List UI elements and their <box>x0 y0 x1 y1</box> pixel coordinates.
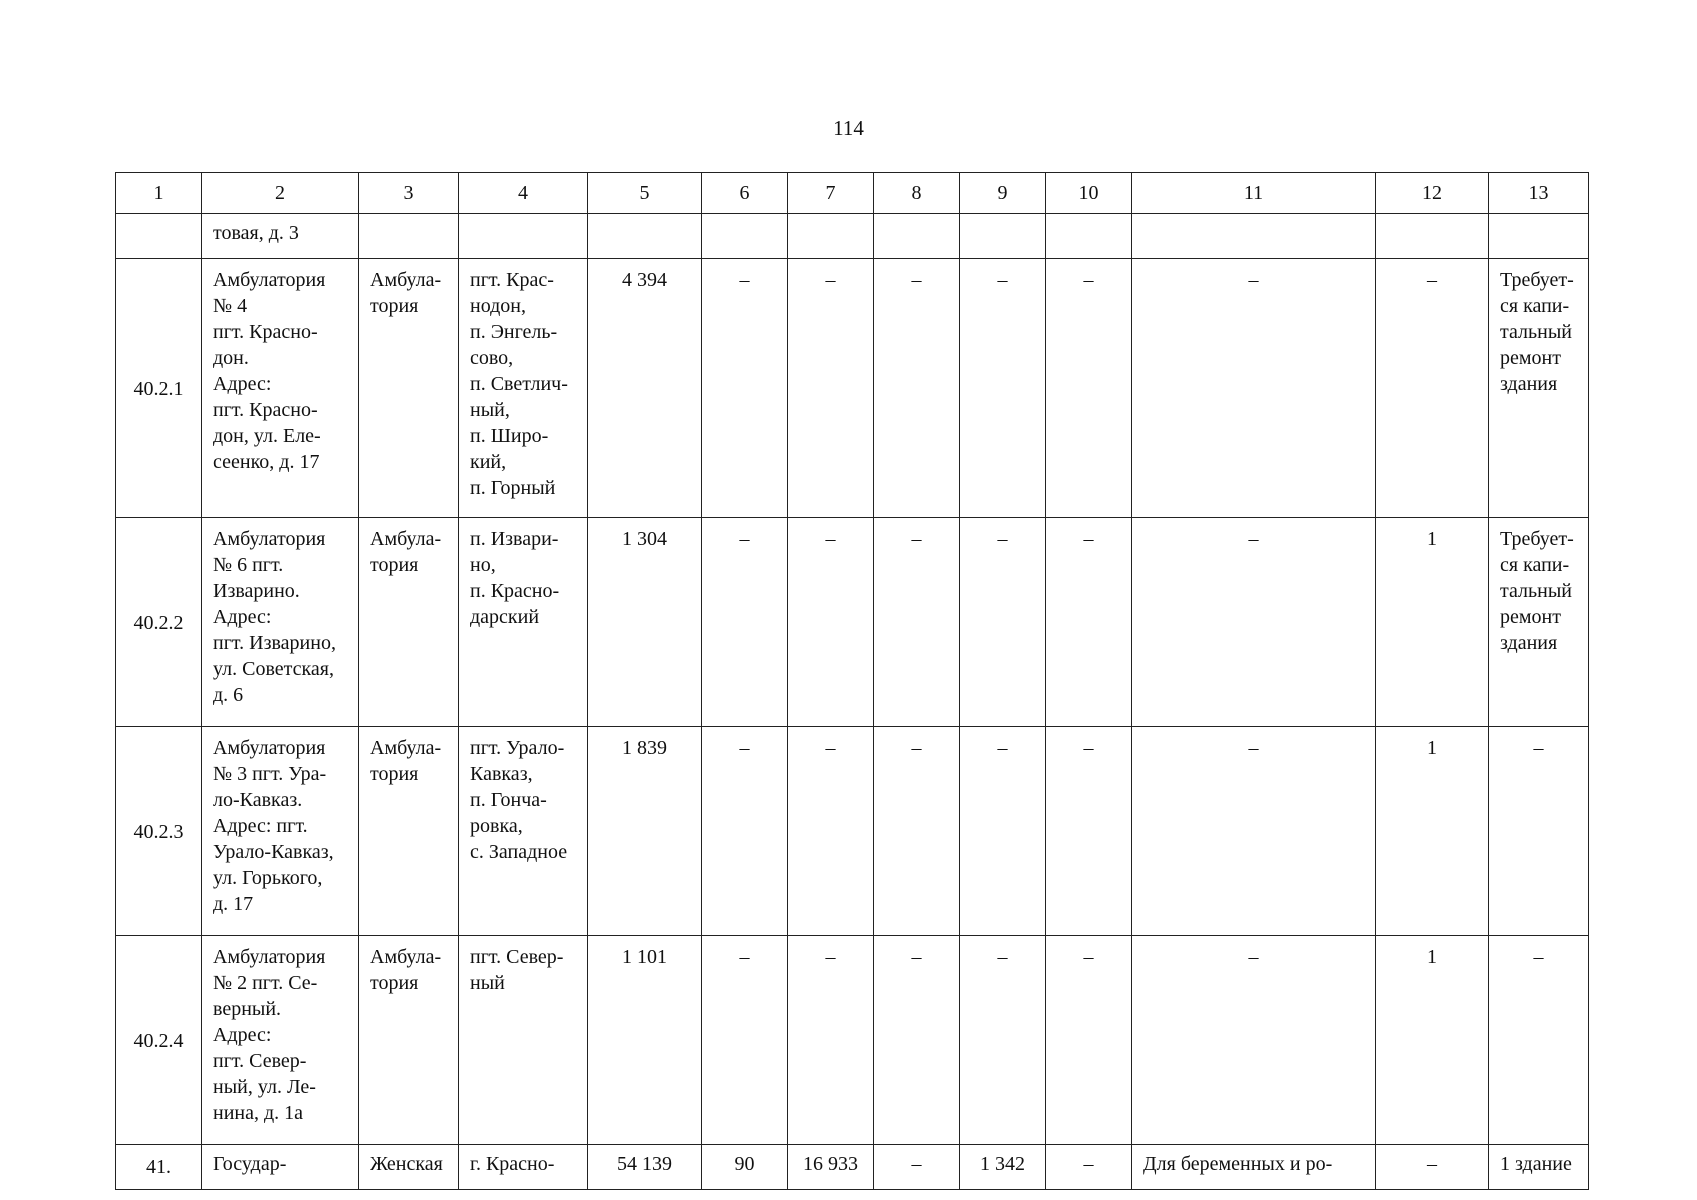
row-number-cell: 40.2.2 <box>116 518 202 727</box>
table-cell: пгт. Север- ный <box>459 936 588 1145</box>
table-row <box>116 518 1589 727</box>
table-cell: – <box>874 259 960 518</box>
table-cell: – <box>960 259 1046 518</box>
table-cell: 54 139 <box>588 1145 702 1190</box>
table-cell: – <box>874 518 960 727</box>
table-cell: – <box>788 259 874 518</box>
column-header: 4 <box>459 173 588 214</box>
table-cell: – <box>874 727 960 936</box>
table-cell: Амбула- тория <box>359 727 459 936</box>
table-cell <box>1376 214 1489 259</box>
table-cell <box>874 214 960 259</box>
table-cell: – <box>1376 259 1489 518</box>
row-number-cell <box>116 214 202 259</box>
table-cell <box>1046 214 1132 259</box>
table-cell: Амбулатория № 4 пгт. Красно- дон. Адрес: пгт. Красно- дон, ул. Еле- сеенко, д. 17 <box>202 259 359 518</box>
table-cell: 16 933 <box>788 1145 874 1190</box>
table-cell: – <box>960 518 1046 727</box>
column-header: 13 <box>1489 173 1589 214</box>
table-cell: 1 342 <box>960 1145 1046 1190</box>
table-cell: пгт. Урало- Кавказ, п. Гонча- ровка, с. Западное <box>459 727 588 936</box>
table-cell: – <box>788 518 874 727</box>
table-cell: 1 839 <box>588 727 702 936</box>
table-cell: Требует- ся капи- тальный ремонт здания <box>1489 259 1589 518</box>
table-cell: Амбулатория № 2 пгт. Се- верный. Адрес: пгт. Север- ный, ул. Ле- нина, д. 1а <box>202 936 359 1145</box>
table-cell <box>702 214 788 259</box>
table-cell: – <box>1046 936 1132 1145</box>
table-row <box>116 214 1589 259</box>
row-number-cell: 40.2.3 <box>116 727 202 936</box>
table-cell: – <box>702 936 788 1145</box>
table-cell: Амбула- тория <box>359 518 459 727</box>
table-cell: – <box>874 936 960 1145</box>
column-header: 9 <box>960 173 1046 214</box>
table-cell: – <box>1046 518 1132 727</box>
table-cell: 1 <box>1376 518 1489 727</box>
table-cell: 1 <box>1376 936 1489 1145</box>
table-cell: 1 здание <box>1489 1145 1589 1190</box>
table-cell: 1 101 <box>588 936 702 1145</box>
row-number-cell: 40.2.4 <box>116 936 202 1145</box>
table-cell: – <box>1046 727 1132 936</box>
table-cell: Амбулатория № 3 пгт. Ура- ло-Кавказ. Адрес: пгт. Урало-Кавказ, ул. Горького, д. 17 <box>202 727 359 936</box>
column-header: 11 <box>1132 173 1376 214</box>
page-number: 114 <box>833 116 864 140</box>
row-number-cell: 40.2.1 <box>116 259 202 518</box>
table-cell: п. Извари- но, п. Красно- дарский <box>459 518 588 727</box>
table-cell <box>359 214 459 259</box>
table-cell: Женская <box>359 1145 459 1190</box>
table-cell: – <box>1046 259 1132 518</box>
table-cell: – <box>1132 259 1376 518</box>
column-header: 2 <box>202 173 359 214</box>
table-row <box>116 727 1589 936</box>
table-cell <box>1489 214 1589 259</box>
table-cell: 1 304 <box>588 518 702 727</box>
table-cell: – <box>702 727 788 936</box>
table-cell: – <box>1489 727 1589 936</box>
table-cell: Для беременных и ро- <box>1132 1145 1376 1190</box>
column-header: 3 <box>359 173 459 214</box>
table-cell <box>1132 214 1376 259</box>
table-cell: 4 394 <box>588 259 702 518</box>
table-cell: пгт. Крас- нодон, п. Энгель- сово, п. Светлич- ный, п. Широ- кий, п. Горный <box>459 259 588 518</box>
table-cell: – <box>1132 518 1376 727</box>
table-row <box>116 1145 1589 1190</box>
column-header: 8 <box>874 173 960 214</box>
table-cell: Амбулатория № 6 пгт. Изварино. Адрес: пгт. Изварино, ул. Советская, д. 6 <box>202 518 359 727</box>
header-row <box>116 173 1589 214</box>
table-cell: – <box>874 1145 960 1190</box>
table-cell: – <box>1376 1145 1489 1190</box>
table-cell <box>459 214 588 259</box>
table-cell: – <box>1132 936 1376 1145</box>
column-header: 1 <box>116 173 202 214</box>
table-row <box>116 936 1589 1145</box>
table-cell: – <box>1489 936 1589 1145</box>
table-cell: 1 <box>1376 727 1489 936</box>
table-cell <box>960 214 1046 259</box>
table-cell: Государ- <box>202 1145 359 1190</box>
table-cell: – <box>788 936 874 1145</box>
table-cell: – <box>702 518 788 727</box>
table-cell: – <box>1132 727 1376 936</box>
table-cell: г. Красно- <box>459 1145 588 1190</box>
table-cell: товая, д. 3 <box>202 214 359 259</box>
table-cell <box>788 214 874 259</box>
table-cell: Требует- ся капи- тальный ремонт здания <box>1489 518 1589 727</box>
table-cell: 90 <box>702 1145 788 1190</box>
column-header: 7 <box>788 173 874 214</box>
table-cell: – <box>702 259 788 518</box>
table-cell <box>588 214 702 259</box>
column-header: 12 <box>1376 173 1489 214</box>
row-number-cell: 41. <box>116 1145 202 1190</box>
column-header: 6 <box>702 173 788 214</box>
table-cell: – <box>1046 1145 1132 1190</box>
table-cell: Амбула- тория <box>359 936 459 1145</box>
column-header: 5 <box>588 173 702 214</box>
table-cell: – <box>788 727 874 936</box>
table-cell: – <box>960 936 1046 1145</box>
column-header: 10 <box>1046 173 1132 214</box>
table-row <box>116 259 1589 518</box>
table-cell: Амбула- тория <box>359 259 459 518</box>
facilities-table <box>115 172 1589 1190</box>
table-cell: – <box>960 727 1046 936</box>
